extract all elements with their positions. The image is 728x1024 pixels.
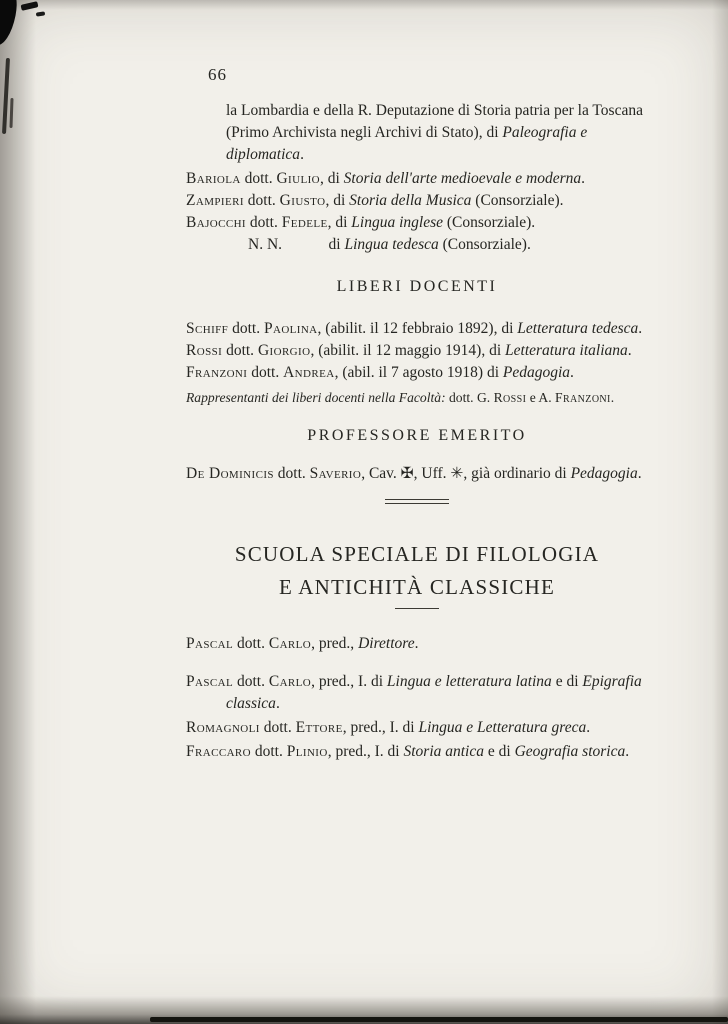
entry-zampieri: Zampieri dott. Giusto, di Storia della Musica (Consorziale).: [186, 192, 564, 209]
scan-shadow-bottom: [0, 996, 728, 1024]
entry-pascal-direttore: Pascal dott. Carlo, pred., Direttore.: [186, 635, 419, 652]
entry-continuation-lombardia: la Lombardia e della R. Deputazione di Storia patria per la Toscana (Primo Archivista negli Archivi di Stato), di Paleografia e diplomatica.: [226, 102, 643, 163]
section-heading-professore-emerito: PROFESSORE EMERITO: [307, 427, 527, 444]
entry-fraccaro: Fraccaro dott. Plinio, pred., I. di Storia antica e di Geografia storica.: [186, 743, 630, 760]
page-body: [186, 64, 648, 763]
entry-franzoni: Franzoni dott. Andrea, (abil. il 7 agosto 1918) di Pedagogia.: [186, 364, 574, 381]
entry-bajocchi: Bajocchi dott. Fedele, di Lingua inglese (Consorziale).: [186, 214, 536, 231]
scan-shadow-right: [712, 0, 728, 1024]
entry-nn: N. N. di Lingua tedesca (Consorziale).: [186, 236, 531, 253]
scan-shadow-left: [0, 0, 36, 1024]
entry-romagnoli: Romagnoli dott. Ettore, pred., I. di Lingua e Letteratura greca.: [186, 719, 591, 736]
section-heading-scuola-speciale: SCUOLA SPECIALE DI FILOLOGIA E ANTICHITÀ CLASSICHE: [234, 542, 600, 599]
separator-single-rule: [395, 608, 439, 609]
entry-de-dominicis: De Dominicis dott. Saverio, Cav. ✠, Uff. ✳, già ordinario di Pedagogia.: [186, 465, 642, 482]
separator-double-rule: [385, 499, 449, 504]
binding-streak: [2, 58, 10, 134]
section-heading-liberi-docenti: LIBERI DOCENTI: [336, 278, 498, 295]
page-number: 66: [208, 65, 227, 84]
entry-schiff: Schiff dott. Paolina, (abilit. il 12 febbraio 1892), di Letteratura tedesca.: [186, 320, 643, 337]
entry-bariola: Bariola dott. Giulio, di Storia dell'arte medioevale e moderna.: [186, 170, 586, 187]
scan-shadow-top: [0, 0, 728, 10]
text-blocks: [186, 100, 648, 763]
ink-mark: [21, 1, 39, 11]
note-rappresentanti: Rappresentanti dei liberi docenti nella Facoltà: dott. G. Rossi e A. Franzoni.: [186, 390, 615, 405]
entry-pascal-latina: Pascal dott. Carlo, pred., I. di Lingua e letteratura latina e di Epigrafia classica.: [186, 673, 642, 712]
entry-rossi: Rossi dott. Giorgio, (abilit. il 12 maggio 1914), di Letteratura italiana.: [186, 342, 632, 359]
binding-mark: [0, 0, 20, 48]
binding-streak: [9, 98, 13, 128]
ink-mark: [36, 11, 45, 16]
scan-edge-line: [150, 1017, 728, 1022]
